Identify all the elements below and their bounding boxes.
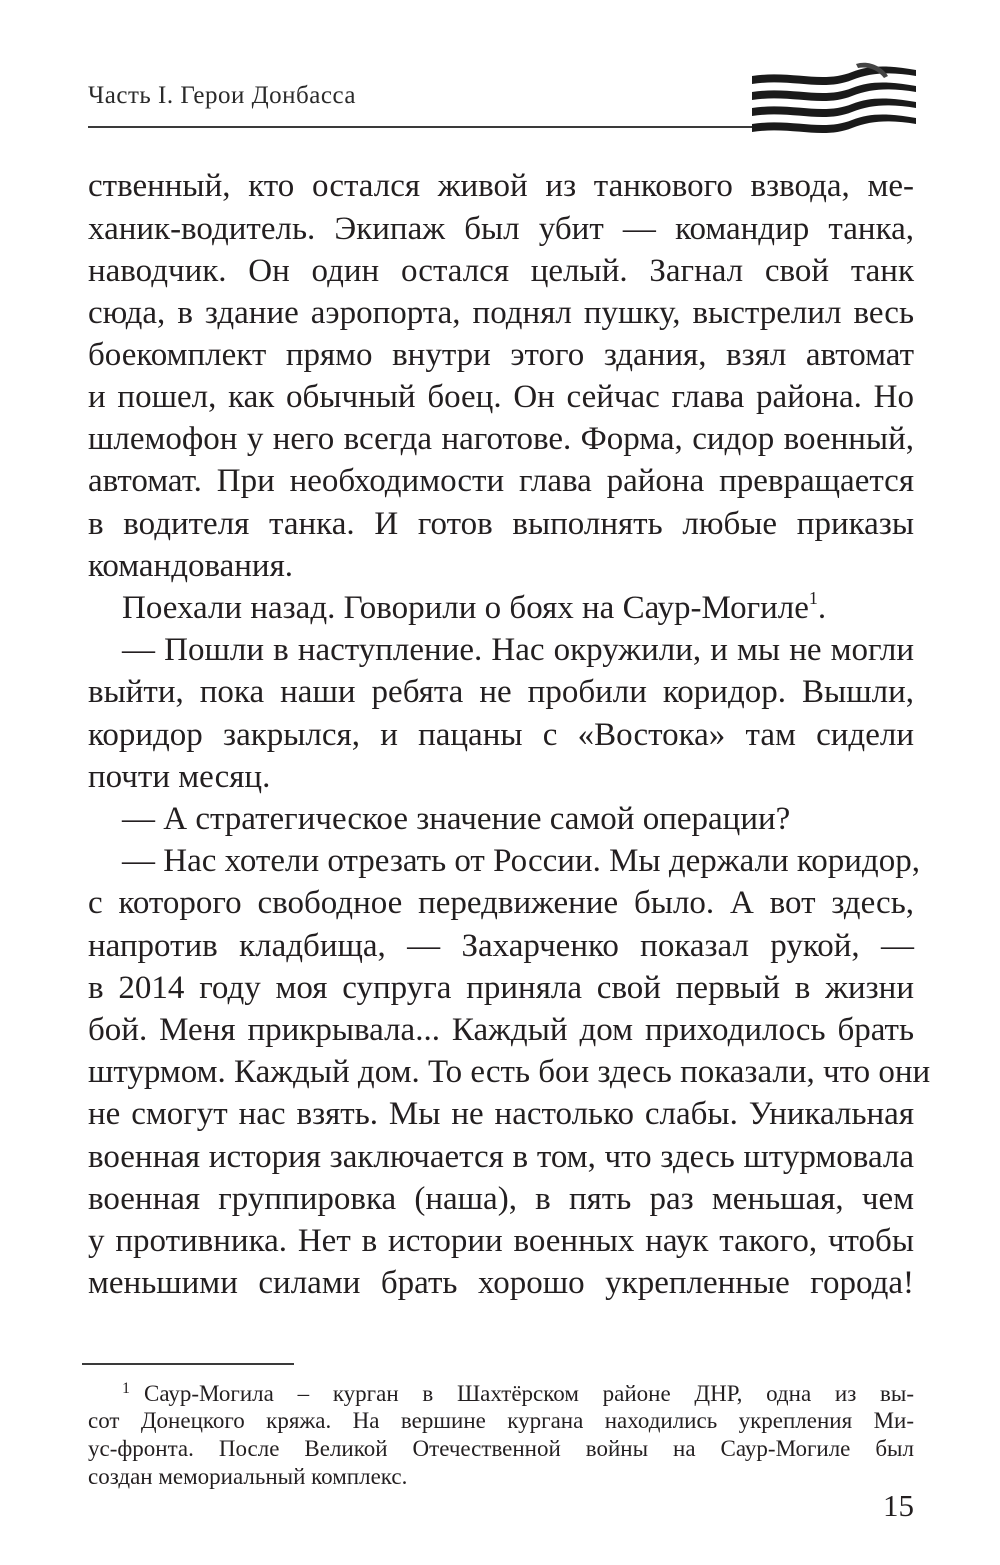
header-rule <box>88 126 756 128</box>
footnote-marker: 1 <box>122 1380 130 1397</box>
footnote-text: Саур-Могила – курган в Шахтёрском районе ДНР, одна из вы- <box>144 1381 914 1406</box>
body-line: в 2014 году моя супруга приняла свой первый в жизни <box>88 970 914 1006</box>
footnote-line: ус-фронта. После Великой Отечественной войны на Саур-Могиле был <box>88 1436 914 1461</box>
body-line: — Нас хотели отрезать от России. Мы держали коридор, <box>122 843 920 879</box>
body-line: — Пошли в наступление. Нас окружили, и мы не могли <box>122 632 914 668</box>
body-line: штурмом. Каждый дом. То есть бои здесь показали, что они <box>88 1054 931 1090</box>
footnote-rule <box>82 1363 294 1365</box>
body-line: меньшими силами брать хорошо укрепленные города! <box>88 1265 914 1301</box>
footnote-ref-punct: . <box>817 590 827 626</box>
body-line: военная история заключается в том, что здесь штурмовала <box>88 1139 914 1175</box>
body-line: автомат. При необходимости глава района превращается <box>88 463 914 499</box>
body-line: наводчик. Он один остался целый. Загнал свой танк <box>88 253 914 289</box>
running-header-title: Часть I. Герои Донбасса <box>88 82 356 109</box>
body-line: почти месяц. <box>88 759 271 795</box>
body-line-text: Поехали назад. Говорили о боях на Саур-Могиле <box>122 590 809 626</box>
body-line-with-footnote-ref <box>122 588 827 626</box>
body-line: шлемофон у него всегда наготове. Форма, сидор военный, <box>88 421 914 457</box>
st-george-ribbon-icon <box>752 62 916 138</box>
page-number: 15 <box>883 1488 914 1523</box>
footnote-ref-marker: 1 <box>808 588 818 608</box>
body-line: командования. <box>88 548 294 584</box>
body-line: военная группировка (наша), в пять раз меньшая, чем <box>88 1181 914 1217</box>
body-line: ханик-водитель. Экипаж был убит — командир танка, <box>88 211 914 247</box>
footnote-line: сот Донецкого кряжа. На вершине кургана находились укрепления Ми- <box>88 1408 914 1433</box>
body-line: с которого свободное передвижение было. А вот здесь, <box>88 885 914 921</box>
footnote-line: создан мемориальный комплекс. <box>88 1464 408 1489</box>
body-line: сюда, в здание аэропорта, поднял пушку, выстрелил весь <box>88 295 914 331</box>
footnote-line-first <box>122 1381 914 1405</box>
body-line: в водителя танка. И готов выполнять любые приказы <box>88 506 914 542</box>
body-line: не смогут нас взять. Мы не настолько слабы. Уникальная <box>88 1096 914 1132</box>
body-line: ственный, кто остался живой из танкового взвода, ме- <box>88 168 914 204</box>
body-line: — А стратегическое значение самой операции? <box>122 801 791 837</box>
body-line: бой. Меня прикрывала... Каждый дом приходилось брать <box>88 1012 914 1048</box>
body-line: и пошел, как обычный боец. Он сейчас глава района. Но <box>88 379 914 415</box>
body-line: выйти, пока наши ребята не пробили коридор. Вышли, <box>88 674 914 710</box>
body-line: у противника. Нет в истории военных наук такого, чтобы <box>88 1223 914 1259</box>
body-line: боекомплект прямо внутри этого здания, взял автомат <box>88 337 914 373</box>
body-line: коридор закрылся, и пацаны с «Востока» там сидели <box>88 717 914 753</box>
body-line: напротив кладбища, — Захарченко показал рукой, — <box>88 928 914 964</box>
